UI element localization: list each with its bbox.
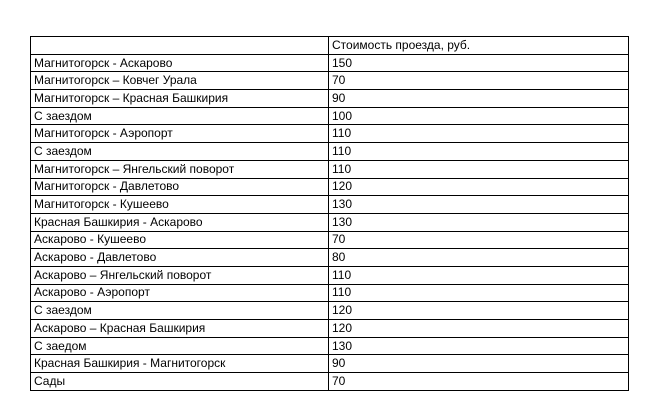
route-cell: С заездом bbox=[31, 143, 329, 161]
price-cell: 130 bbox=[329, 337, 629, 355]
route-cell: Магнитогорск – Янгельский поворот bbox=[31, 160, 329, 178]
price-cell: 70 bbox=[329, 72, 629, 90]
table-header-row bbox=[31, 37, 629, 55]
table-row bbox=[31, 249, 629, 267]
route-cell: Магнитогорск – Ковчег Урала bbox=[31, 72, 329, 90]
route-cell: Магнитогорск - Давлетово bbox=[31, 178, 329, 196]
price-cell: 130 bbox=[329, 213, 629, 231]
fare-table bbox=[30, 36, 629, 391]
route-cell: Красная Башкирия - Магнитогорск bbox=[31, 355, 329, 373]
table-row bbox=[31, 231, 629, 249]
table-row bbox=[31, 125, 629, 143]
table-row bbox=[31, 196, 629, 214]
fare-table-body bbox=[31, 37, 629, 391]
price-cell: 100 bbox=[329, 107, 629, 125]
table-row bbox=[31, 373, 629, 391]
route-cell: Магнитогорск - Кушеево bbox=[31, 196, 329, 214]
route-cell: Магнитогорск - Аскарово bbox=[31, 54, 329, 72]
table-row bbox=[31, 213, 629, 231]
table-row bbox=[31, 107, 629, 125]
route-cell: Магнитогорск - Аэропорт bbox=[31, 125, 329, 143]
price-cell: 120 bbox=[329, 320, 629, 338]
price-cell: 110 bbox=[329, 266, 629, 284]
table-row bbox=[31, 302, 629, 320]
price-cell: 110 bbox=[329, 160, 629, 178]
table-row bbox=[31, 266, 629, 284]
route-cell: Аскарово - Кушеево bbox=[31, 231, 329, 249]
table-row bbox=[31, 337, 629, 355]
route-cell: Сады bbox=[31, 373, 329, 391]
route-cell: Аскарово - Давлетово bbox=[31, 249, 329, 267]
table-row bbox=[31, 160, 629, 178]
table-row bbox=[31, 72, 629, 90]
price-cell: 150 bbox=[329, 54, 629, 72]
price-cell: 110 bbox=[329, 143, 629, 161]
route-cell: Аскарово – Красная Башкирия bbox=[31, 320, 329, 338]
table-row bbox=[31, 178, 629, 196]
price-cell: 70 bbox=[329, 231, 629, 249]
price-cell: 130 bbox=[329, 196, 629, 214]
price-cell: 70 bbox=[329, 373, 629, 391]
table-row bbox=[31, 320, 629, 338]
price-cell: 90 bbox=[329, 355, 629, 373]
price-cell: 110 bbox=[329, 284, 629, 302]
header-route-cell bbox=[31, 37, 329, 55]
route-cell: Красная Башкирия - Аскарово bbox=[31, 213, 329, 231]
route-cell: С заездом bbox=[31, 302, 329, 320]
table-row bbox=[31, 143, 629, 161]
price-cell: 120 bbox=[329, 302, 629, 320]
price-cell: 90 bbox=[329, 90, 629, 108]
table-row bbox=[31, 54, 629, 72]
table-row bbox=[31, 90, 629, 108]
route-cell: С заездом bbox=[31, 107, 329, 125]
price-cell: 80 bbox=[329, 249, 629, 267]
table-row bbox=[31, 355, 629, 373]
route-cell: Аскарово - Аэропорт bbox=[31, 284, 329, 302]
header-price-cell: Стоимость проезда, руб. bbox=[329, 37, 629, 55]
route-cell: Аскарово – Янгельский поворот bbox=[31, 266, 329, 284]
price-cell: 120 bbox=[329, 178, 629, 196]
price-cell: 110 bbox=[329, 125, 629, 143]
route-cell: Магнитогорск – Красная Башкирия bbox=[31, 90, 329, 108]
table-row bbox=[31, 284, 629, 302]
route-cell: С заедом bbox=[31, 337, 329, 355]
